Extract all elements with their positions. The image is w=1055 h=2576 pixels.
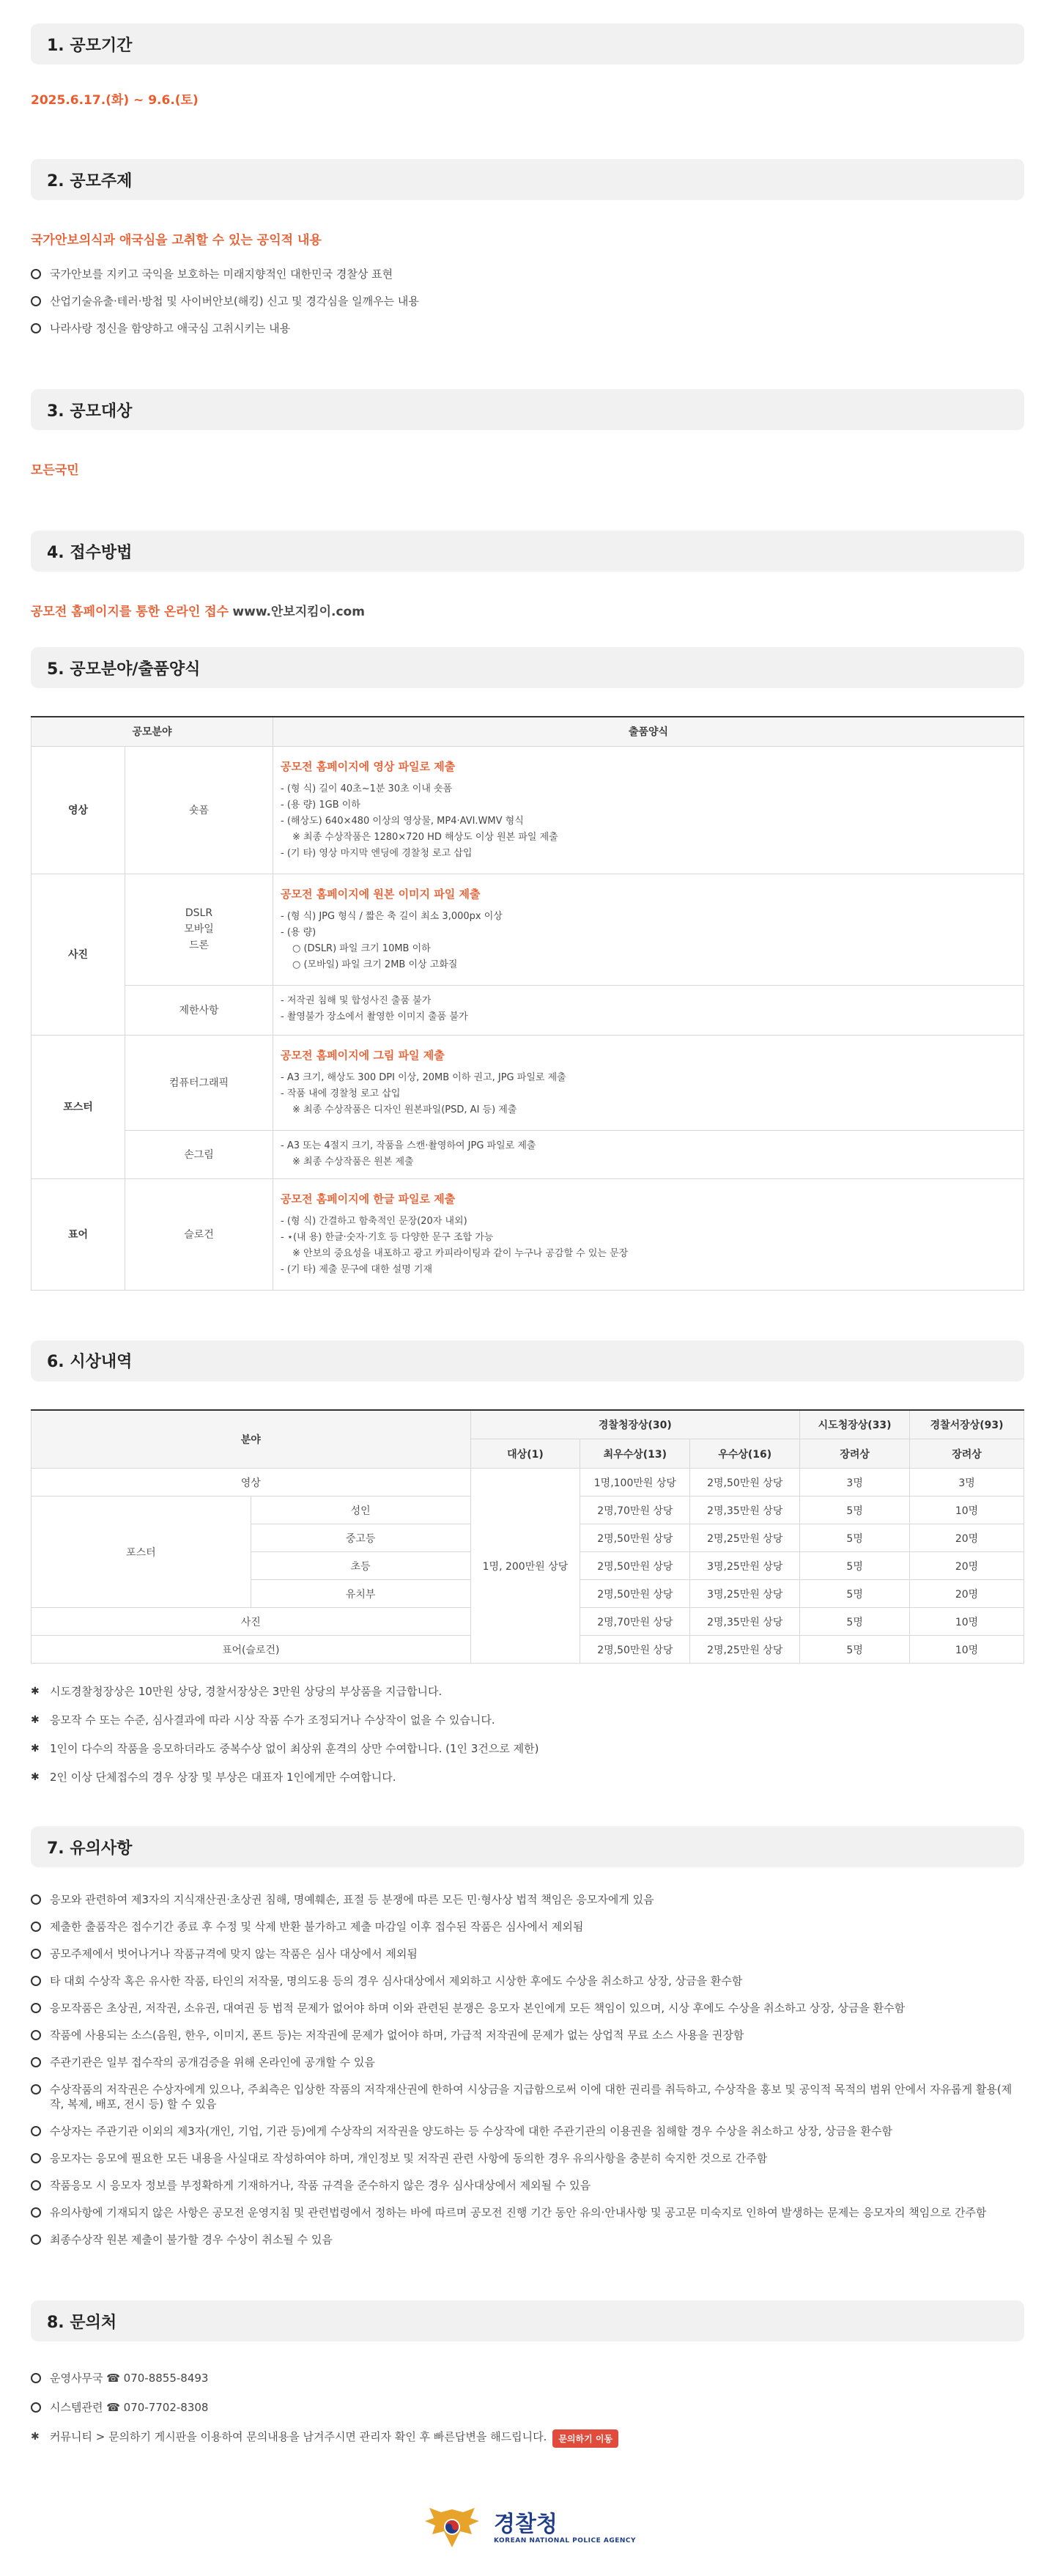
list-item: ✱ 2인 이상 단체접수의 경우 상장 및 부상은 대표자 1인에게만 수여합니다. <box>31 1771 396 1784</box>
table-row: 손그림 - A3 또는 4절지 크기, 작품을 스캔·촬영하여 JPG 파일로 제출 ※ 최종 수상작품은 원본 제출 <box>32 1130 1024 1178</box>
circle-bullet-icon <box>31 2057 41 2067</box>
asterisk-icon: ✱ <box>31 1686 40 1697</box>
fields-header-format: 출품양식 <box>273 717 1024 746</box>
circle-bullet-icon <box>31 1976 41 1986</box>
circle-bullet-icon <box>31 323 41 333</box>
list-item: 주관기관은 일부 접수작의 공개검증을 위해 온라인에 공개할 수 있음 <box>31 2055 1024 2070</box>
fields-header-field: 공모분야 <box>32 717 273 746</box>
table-row: 포스터 컴퓨터그래픽 공모전 홈페이지에 그림 파일 제출 - A3 크기, 해상도 300 DPI 이상, 20MB 이하 권고, JPG 파일로 제출 - 작품 내에 경찰청 로고 삽입 ※ 최종 수상작품은 디자인 원본파일(PSD, AI 등) 제출 <box>32 1035 1024 1130</box>
list-item: 작품응모 시 응모자 정보를 부정확하게 기재하거나, 작품 규격을 준수하지 않은 경우 심사대상에서 제외될 수 있음 <box>31 2178 1024 2193</box>
inquiry-button[interactable]: 문의하기 이동 <box>552 2429 618 2448</box>
contact-list <box>31 2371 1024 2448</box>
topic-list <box>31 267 1024 336</box>
circle-bullet-icon <box>31 2402 41 2413</box>
awards-table: 분야 경찰청장상(30) 시도청장상(33) 경찰서장상(93) 대상(1) 최우수상(13) 우수상(16) 장려상 장려상 영상 1명, 200만원 상당 1명,100만원 상당 2명,50만원 상당 3명 3명 포스터 성인 2명,70만원 상당 2명,35만원 상당 5명 10명 중고등 2명,50만원 상당 2명,25만원 상당 5명 20명 초등 2명,50만원 상당 3명,25만원 상당 5명 20명 유치부 2명,50만원 상당 3명,25만원 상당 5명 20명 사진 2명,70만원 상당 2명,35만원 상당 5명 10명 표어(슬로건) 2명,50만원 상당 2명,25만원 상당 5명 10명 <box>31 1409 1024 1664</box>
section-title-notes: 7. 유의사항 <box>31 1826 1024 1867</box>
circle-bullet-icon <box>31 269 41 279</box>
logo-title: 경찰청 <box>493 2512 558 2537</box>
table-row: 사진 DSLR 모바일 드론 공모전 홈페이지에 원본 이미지 파일 제출 - (형 식) JPG 형식 / 짧은 축 길이 최소 3,000px 이상 - (용 량) ○ (DSLR) 파일 크기 10MB 이하 ○ (모바일) 파일 크기 2MB 이상 고화질 <box>32 874 1024 985</box>
asterisk-icon: ✱ <box>31 1743 40 1754</box>
circle-bullet-icon <box>31 1922 41 1932</box>
circle-bullet-icon <box>31 1949 41 1959</box>
list-item: 나라사랑 정신을 함양하고 애국심 고취시키는 내용 <box>31 321 1024 336</box>
list-item: ✱ 커뮤니티 > 문의하기 게시판을 이용하여 문의내용을 남겨주시면 관리자 확인 후 빠른답변을 해드립니다. 문의하기 이동 <box>31 2429 1024 2448</box>
section-title-topic: 2. 공모주제 <box>31 159 1024 200</box>
circle-bullet-icon <box>31 2003 41 2013</box>
circle-bullet-icon <box>31 2373 41 2383</box>
list-item: 공모주제에서 벗어나거나 작품규격에 맞지 않는 작품은 심사 대상에서 제외됨 <box>31 1946 1024 1961</box>
circle-bullet-icon <box>31 2084 41 2095</box>
asterisk-icon: ✱ <box>31 2431 40 2443</box>
table-row: 포스터 성인 2명,70만원 상당 2명,35만원 상당 5명 10명 <box>32 1496 1024 1524</box>
section-title-period: 1. 공모기간 <box>31 23 1024 64</box>
target-value: 모든국민 <box>31 463 79 478</box>
field-cat-slogan: 표어 <box>32 1178 125 1290</box>
list-item: ✱ 1인이 다수의 작품을 응모하더라도 중복수상 없이 최상위 훈격의 상만 수여합니다. (1인 3건으로 제한) <box>31 1742 539 1755</box>
table-row: 표어(슬로건) 2명,50만원 상당 2명,25만원 상당 5명 10명 <box>32 1636 1024 1664</box>
list-item: 운영사무국 ☎ 070-8855-8493 <box>31 2371 1024 2385</box>
topic-headline: 국가안보의식과 애국심을 고취할 수 있는 공익적 내용 <box>31 233 322 248</box>
table-row: 중고등 2명,50만원 상당 2명,25만원 상당 5명 20명 <box>32 1524 1024 1552</box>
table-row: 사진 2명,70만원 상당 2명,35만원 상당 5명 10명 <box>32 1608 1024 1636</box>
field-sub: 숏폼 <box>125 746 273 874</box>
circle-bullet-icon <box>31 2234 41 2245</box>
table-row: 영상 1명, 200만원 상당 1명,100만원 상당 2명,50만원 상당 3명 3명 <box>32 1469 1024 1496</box>
fields-table <box>31 716 1024 1291</box>
table-row: 제한사항 - 저작권 침해 및 합성사진 출품 불가 - 촬영불가 장소에서 촬영한 이미지 출품 불가 <box>32 985 1024 1035</box>
table-row: 초등 2명,50만원 상당 3명,25만원 상당 5명 20명 <box>32 1552 1024 1580</box>
list-item: ✱ 시도경찰청장상은 10만원 상당, 경찰서장상은 3만원 상당의 부상품을 지급합니다. <box>31 1685 443 1698</box>
list-item: 국가안보를 지키고 국익을 보호하는 미래지향적인 대한민국 경찰상 표현 <box>31 267 1024 281</box>
list-item: 응모자는 응모에 필요한 모든 내용을 사실대로 작성하여야 하며, 개인정보 및 저작권 관련 사항에 동의한 경우 유의사항을 충분히 숙지한 것으로 간주함 <box>31 2151 1024 2166</box>
circle-bullet-icon <box>31 2153 41 2163</box>
field-cat-poster: 포스터 <box>32 1035 125 1178</box>
asterisk-icon: ✱ <box>31 1771 40 1783</box>
section-title-fields: 5. 공모분야/출품양식 <box>31 647 1024 688</box>
list-item: 수상작품의 저작권은 수상자에게 있으나, 주최측은 입상한 작품의 저작재산권에 한하여 시상금을 지급함으로써 이에 대한 권리를 취득하고, 수상작을 홍보 및 공익적 목적의 범위 안에서 자유롭게 활용(제작, 복제, 배포, 전시 등) 할 수 있음 <box>31 2082 1024 2111</box>
period-value: 2025.6.17.(화) ~ 9.6.(토) <box>31 93 199 108</box>
list-item: 최종수상작 원본 제출이 불가할 경우 수상이 취소될 수 있음 <box>31 2232 1024 2247</box>
field-cat-photo: 사진 <box>32 874 125 1035</box>
circle-bullet-icon <box>31 296 41 306</box>
footer-logo <box>0 2499 1055 2558</box>
method-url[interactable]: www.안보지킴이.com <box>232 605 365 619</box>
list-item: 제출한 출품작은 접수기간 종료 후 수정 및 삭제 반환 불가하고 제출 마감일 이후 접수된 작품은 심사에서 제외됨 <box>31 1919 1024 1934</box>
circle-bullet-icon <box>31 1894 41 1905</box>
section-title-target: 3. 공모대상 <box>31 389 1024 430</box>
award-notes <box>31 1684 1024 1785</box>
list-item: 응모작품은 초상권, 저작권, 소유권, 대여권 등 법적 문제가 없어야 하며 이와 관련된 분쟁은 응모자 본인에게 모든 책임이 있으며, 시상 후에도 수상을 취소하고 상장, 상금을 환수함 <box>31 2001 1024 2015</box>
circle-bullet-icon <box>31 2126 41 2136</box>
logo-subtitle: KOREAN NATIONAL POLICE AGENCY <box>493 2537 637 2544</box>
circle-bullet-icon <box>31 2030 41 2040</box>
list-item: 유의사항에 기재되지 않은 사항은 공모전 운영지침 및 관련법령에서 정하는 바에 따르며 공모전 진행 기간 동안 유의·안내사항 및 공고문 미숙지로 인하여 발생하는 문제는 응모자의 책임으로 간주함 <box>31 2205 1024 2220</box>
table-row: 표어 슬로건 공모전 홈페이지에 한글 파일로 제출 - (형 식) 간결하고 함축적인 문장(20자 내외) - ⋆(내 용) 한글·숫자·기호 등 다양한 문구 조합 가능 ※ 안보의 중요성을 내포하고 광고 카피라이팅과 같이 누구나 공감할 수 있는 문장 - (기 타) 제출 문구에 대한 설명 기재 <box>32 1178 1024 1290</box>
police-emblem-icon <box>419 2505 485 2552</box>
list-item: 타 대회 수상작 혹은 유사한 작품, 타인의 저작물, 명의도용 등의 경우 심사대상에서 제외하고 시상한 후에도 수상을 취소하고 상장, 상금을 환수함 <box>31 1974 1024 1988</box>
circle-bullet-icon <box>31 2207 41 2218</box>
section-title-contact: 8. 문의처 <box>31 2300 1024 2341</box>
list-item: 수상자는 주관기관 이외의 제3자(개인, 기업, 기관 등)에게 수상작의 저작권을 양도하는 등 수상작에 대한 주관기관의 이용권을 침해할 경우 수상을 취소하고 상장, 상금을 환수함 <box>31 2124 1024 2138</box>
notes-list <box>31 1892 1024 2247</box>
field-cat-video: 영상 <box>32 746 125 874</box>
asterisk-icon: ✱ <box>31 1714 40 1726</box>
circle-bullet-icon <box>31 2180 41 2191</box>
section-title-awards: 6. 시상내역 <box>31 1340 1024 1381</box>
section-title-method: 4. 접수방법 <box>31 531 1024 572</box>
list-item: ✱ 응모작 수 또는 수준, 심사결과에 따라 시상 작품 수가 조정되거나 수상작이 없을 수 있습니다. <box>31 1713 495 1727</box>
list-item: 산업기술유출·테러·방첩 및 사이버안보(해킹) 신고 및 경각심을 일깨우는 내용 <box>31 294 1024 309</box>
list-item: 작품에 사용되는 소스(음원, 한우, 이미지, 폰트 등)는 저작권에 문제가 없어야 하며, 가급적 저작권에 문제가 없는 상업적 무료 소스 사용을 권장함 <box>31 2028 1024 2042</box>
method-text: 공모전 홈페이지를 통한 온라인 접수 <box>31 605 229 619</box>
list-item: 응모와 관련하여 제3자의 지식재산권·초상권 침해, 명예훼손, 표절 등 분쟁에 따른 모든 민·형사상 법적 책임은 응모자에게 있음 <box>31 1892 1024 1907</box>
table-row: 유치부 2명,50만원 상당 3명,25만원 상당 5명 20명 <box>32 1580 1024 1608</box>
grand-prize-cell: 1명, 200만원 상당 <box>470 1469 580 1664</box>
table-row: 영상 숏폼 공모전 홈페이지에 영상 파일로 제출 - (형 식) 길이 40초~1분 30초 이내 숏폼 - (용 량) 1GB 이하 - (해상도) 640×480 이상의 영상물, MP4·AVI.WMV 형식 ※ 최종 수상작품은 1280×720 HD 해상도 이상 원본 파일 제출 - (기 타) 영상 마지막 엔딩에 경찰청 로고 삽입 <box>32 746 1024 874</box>
list-item: 시스템관련 ☎ 070-7702-8308 <box>31 2400 1024 2415</box>
